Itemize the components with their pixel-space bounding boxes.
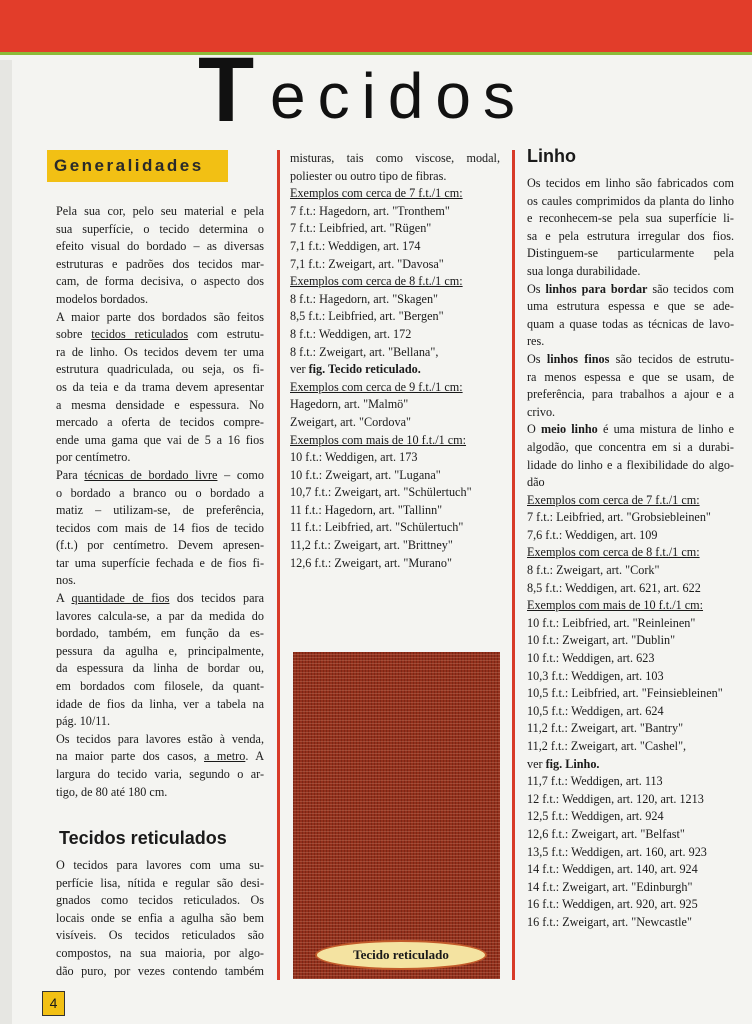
text-line: 8 f.t.: Zweigart, art. "Bellana", bbox=[290, 344, 439, 359]
emphasis-text: a metro bbox=[204, 749, 246, 764]
text-line: 8,5 f.t.: Leibfried, art. "Bergen" bbox=[290, 309, 444, 324]
text-line: 11,7 f.t.: Weddigen, art. 113 bbox=[527, 774, 663, 789]
text-line bbox=[56, 590, 264, 608]
text-line: modelos bordados. bbox=[56, 291, 149, 306]
text-line: ra menos espessa e que se usam, de bbox=[527, 369, 734, 384]
emphasis-text: fig. Tecido reticulado. bbox=[308, 362, 421, 377]
page-edge-shadow bbox=[0, 60, 12, 1024]
text-line: 10 f.t.: Weddigen, art. 173 bbox=[290, 450, 418, 465]
page-number: 4 bbox=[42, 991, 65, 1016]
text-line: 8 f.t.: Weddigen, art. 172 bbox=[290, 326, 412, 341]
text-line: Exemplos com cerca de 7 f.t./1 cm: bbox=[290, 186, 463, 201]
text-run: dos tecidos para bbox=[169, 591, 264, 606]
top-color-band bbox=[0, 0, 752, 52]
photo-caption: Tecido reticulado bbox=[315, 940, 487, 970]
text-line: efeito visual do bordado – as diversas bbox=[56, 239, 264, 254]
text-run: são tecidos de estrutu- bbox=[609, 351, 735, 366]
text-line: da espessura da linha de bordar ou, bbox=[56, 661, 264, 676]
text-run: . A bbox=[245, 749, 264, 764]
text-line: lavores calcula-se, a par da medida do bbox=[56, 608, 264, 623]
text-line: 8,5 f.t.: Weddigen, art. 621, art. 622 bbox=[527, 580, 701, 595]
emphasis-text: técnicas de bordado livre bbox=[84, 467, 218, 482]
text-line: dão bbox=[527, 475, 545, 490]
text-line: Exemplos com cerca de 9 f.t./1 cm: bbox=[290, 379, 463, 394]
text-line: cam, de forma decisiva, o aspecto dos bbox=[56, 274, 264, 289]
text-run: são tecidos com bbox=[647, 281, 734, 296]
text-line: a mesma densidade e espessura. No bbox=[56, 397, 264, 412]
text-line: 10 f.t.: Weddigen, art. 623 bbox=[527, 651, 655, 666]
text-line: em bordados com filosele, da quant- bbox=[56, 679, 264, 694]
text-line: tecidos com mais de 14 fios de tecido bbox=[56, 520, 264, 535]
text-line: Exemplos com cerca de 8 f.t./1 cm: bbox=[290, 274, 463, 289]
text-line: 16 f.t.: Weddigen, art. 920, art. 925 bbox=[527, 897, 698, 912]
emphasis-text: tecidos reticulados bbox=[91, 327, 189, 342]
column-right-text bbox=[527, 175, 734, 932]
text-line: 10,7 f.t.: Zweigart, art. "Schülertuch" bbox=[290, 485, 472, 500]
title-initial: T bbox=[198, 39, 255, 141]
text-line: bordado, também, em função da es- bbox=[56, 626, 264, 641]
text-line: quam a quase todas as técnicas de lavo- bbox=[527, 316, 734, 331]
text-line: 14 f.t.: Zweigart, art. "Edinburgh" bbox=[527, 879, 693, 894]
text-line: 12,6 f.t.: Zweigart, art. "Belfast" bbox=[527, 826, 685, 841]
text-line: o bordado a branco ou o bordado a bbox=[56, 485, 264, 500]
text-line: mercado a oferta de tecidos compre- bbox=[56, 415, 264, 430]
text-line: 7 f.t.: Hagedorn, art. "Tronthem" bbox=[290, 203, 450, 218]
text-line: gnados como tecidos reticulados. Os bbox=[56, 893, 264, 908]
text-line: largura do tecido varia, segundo o ar- bbox=[56, 767, 264, 781]
text-line: algodão, que concentra em si a durabi- bbox=[527, 439, 734, 454]
title-rest: ecidos bbox=[270, 60, 527, 132]
text-line: ende uma gama que vai de 5 a 16 fios bbox=[56, 432, 264, 447]
text-line: sua longa durabilidade. bbox=[527, 263, 641, 278]
text-line: Distinguem-se particularmente pela bbox=[527, 246, 734, 261]
text-line: matiz – utilizam-se, de preferência, bbox=[56, 503, 264, 518]
column-left-text-continued bbox=[56, 857, 264, 980]
text-line: 10 f.t.: Zweigart, art. "Dublin" bbox=[527, 633, 676, 648]
text-line: ra de linho. Os tecidos devem ter uma bbox=[56, 344, 264, 359]
text-line: Os tecidos para lavores estão à venda, bbox=[56, 731, 264, 746]
text-line bbox=[527, 421, 734, 439]
text-line: Pela sua cor, pelo seu material e pela bbox=[56, 204, 264, 218]
text-line: Exemplos com mais de 10 f.t./1 cm: bbox=[290, 432, 467, 447]
text-line: 14 f.t.: Weddigen, art. 140, art. 924 bbox=[527, 862, 698, 877]
accent-line bbox=[0, 52, 752, 55]
text-run: Os bbox=[527, 281, 546, 296]
text-line: Exemplos com mais de 10 f.t./1 cm: bbox=[527, 598, 704, 613]
text-line: 7,1 f.t.: Weddigen, art. 174 bbox=[290, 238, 421, 253]
text-line: estrutura quadriculada, ou seja, os fi- bbox=[56, 362, 264, 377]
text-line: estruturas e padrões dos tecidos mar- bbox=[56, 256, 264, 271]
text-line: (f.t.) por centímetro. Devem apresen- bbox=[56, 538, 264, 553]
text-line: misturas, tais como viscose, modal, bbox=[290, 151, 500, 165]
fabric-photo bbox=[293, 652, 500, 979]
text-line: O tecidos para lavores com uma su- bbox=[56, 858, 264, 872]
text-line: sa e pela estrutura irregular dos fios. bbox=[527, 228, 734, 243]
text-line: 12 f.t.: Weddigen, art. 120, art. 1213 bbox=[527, 791, 704, 806]
text-line: 12,6 f.t.: Zweigart, art. "Murano" bbox=[290, 555, 452, 570]
text-line: sua superfície, o tecido determina o bbox=[56, 221, 264, 236]
text-line: perfície lisa, nítida e regular são desi- bbox=[56, 875, 264, 890]
text-line: 10 f.t.: Zweigart, art. "Lugana" bbox=[290, 467, 441, 482]
text-line: os caules comprimidos da planta do linho bbox=[527, 193, 734, 208]
text-line: 10,5 f.t.: Leibfried, art. "Feinsiebleinen" bbox=[527, 686, 723, 701]
text-line: uma estrutura espessa e que se ade- bbox=[527, 299, 734, 314]
column-left-text bbox=[56, 203, 264, 801]
text-line: 11 f.t.: Leibfried, art. "Schülertuch" bbox=[290, 520, 464, 535]
text-line: 13,5 f.t.: Weddigen, art. 160, art. 923 bbox=[527, 844, 707, 859]
text-line: Exemplos com cerca de 8 f.t./1 cm: bbox=[527, 545, 700, 560]
text-line bbox=[56, 748, 264, 766]
text-run: na maior parte dos casos, bbox=[56, 749, 205, 764]
text-line: dão puro, por vezes contendo também bbox=[56, 963, 264, 978]
text-line: locais onde se enfia a agulha são bem bbox=[56, 910, 264, 925]
emphasis-text: meio linho bbox=[541, 422, 598, 437]
text-run: O bbox=[527, 422, 542, 437]
text-line bbox=[527, 281, 734, 299]
text-line: nos. bbox=[56, 573, 76, 588]
section-heading-generalidades: Generalidades bbox=[54, 156, 204, 175]
text-line: 10,3 f.t.: Weddigen, art. 103 bbox=[527, 668, 664, 683]
emphasis-text: linhos finos bbox=[546, 351, 610, 366]
text-line: 7,1 f.t.: Zweigart, art. "Davosa" bbox=[290, 256, 444, 271]
text-line bbox=[56, 467, 264, 485]
column-divider-right bbox=[512, 150, 515, 980]
text-line: Zweigart, art. "Cordova" bbox=[290, 414, 411, 429]
text-line: idade de fios da linha, ver a tabela na bbox=[56, 696, 264, 711]
text-line: 8 f.t.: Zweigart, art. "Cork" bbox=[527, 563, 660, 578]
text-line: 10 f.t.: Leibfried, art. "Reinleinen" bbox=[527, 615, 696, 630]
text-line: Hagedorn, art. "Malmö" bbox=[290, 397, 409, 412]
text-line: compostos, na sua maioria, por algo- bbox=[56, 945, 264, 960]
text-line: 11,2 f.t.: Zweigart, art. "Brittney" bbox=[290, 538, 453, 553]
text-line: pág. 10/11. bbox=[56, 714, 111, 729]
emphasis-text: fig. Linho. bbox=[545, 756, 600, 771]
text-run: com estrutu- bbox=[188, 327, 264, 342]
text-line bbox=[56, 326, 264, 344]
text-line: os da teia e da trama devem apresentar bbox=[56, 379, 264, 394]
text-line: 7 f.t.: Leibfried, art. "Grobsiebleinen" bbox=[527, 510, 711, 525]
text-line: Os tecidos em linho são fabricados com bbox=[527, 176, 734, 190]
text-run: Os bbox=[527, 351, 547, 366]
text-line: 11,2 f.t.: Zweigart, art. "Bantry" bbox=[527, 721, 684, 736]
text-line: por centímetro. bbox=[56, 450, 131, 465]
text-line: tigo, de 80 até 180 cm. bbox=[56, 784, 168, 799]
emphasis-text: linhos para bordar bbox=[545, 281, 648, 296]
column-divider-left bbox=[277, 150, 280, 980]
text-line: tar uma superfície fechada e de fios fi- bbox=[56, 555, 264, 570]
text-run: Para bbox=[56, 467, 85, 482]
text-run: ver bbox=[290, 362, 309, 377]
text-run: ver bbox=[527, 756, 546, 771]
text-run: é uma mistura de linho e bbox=[597, 422, 734, 437]
text-line: crivo. bbox=[527, 404, 556, 419]
text-line bbox=[290, 361, 500, 379]
section-heading-linho: Linho bbox=[527, 146, 576, 166]
text-line: A maior parte dos bordados são feitos bbox=[56, 309, 264, 324]
text-line: visíveis. Os tecidos reticulados são bbox=[56, 928, 264, 943]
emphasis-text: quantidade de fios bbox=[71, 591, 170, 606]
text-line: pessura da agulha e, principalmente, bbox=[56, 643, 264, 658]
text-line: 10,5 f.t.: Weddigen, art. 624 bbox=[527, 703, 664, 718]
text-line: 12,5 f.t.: Weddigen, art. 924 bbox=[527, 809, 664, 824]
text-line: res. bbox=[527, 334, 545, 349]
column-middle-text bbox=[290, 150, 500, 572]
text-run: A bbox=[56, 591, 72, 606]
text-line: 11 f.t.: Hagedorn, art. "Tallinn" bbox=[290, 502, 443, 517]
section-heading-tecidos-reticulados: Tecidos reticulados bbox=[59, 828, 227, 848]
text-run: – como bbox=[217, 467, 265, 482]
text-line: 7,6 f.t.: Weddigen, art. 109 bbox=[527, 527, 658, 542]
text-line: Exemplos com cerca de 7 f.t./1 cm: bbox=[527, 492, 700, 507]
text-line bbox=[527, 756, 734, 774]
text-line: e reconhecem-se pela sua superfície li- bbox=[527, 211, 734, 226]
text-line: lidade do linho e a flexibilidade do algo- bbox=[527, 457, 734, 472]
text-line: 16 f.t.: Zweigart, art. "Newcastle" bbox=[527, 914, 692, 929]
text-line: preferência, para trabalhos a ajour e a bbox=[527, 387, 734, 402]
text-line: 11,2 f.t.: Zweigart, art. "Cashel", bbox=[527, 739, 687, 753]
text-run: sobre bbox=[56, 327, 92, 342]
text-line: 8 f.t.: Hagedorn, art. "Skagen" bbox=[290, 291, 439, 306]
text-line: 7 f.t.: Leibfried, art. "Rügen" bbox=[290, 221, 432, 236]
text-line: poliester ou outro tipo de fibras. bbox=[290, 168, 447, 183]
text-line bbox=[527, 351, 734, 369]
